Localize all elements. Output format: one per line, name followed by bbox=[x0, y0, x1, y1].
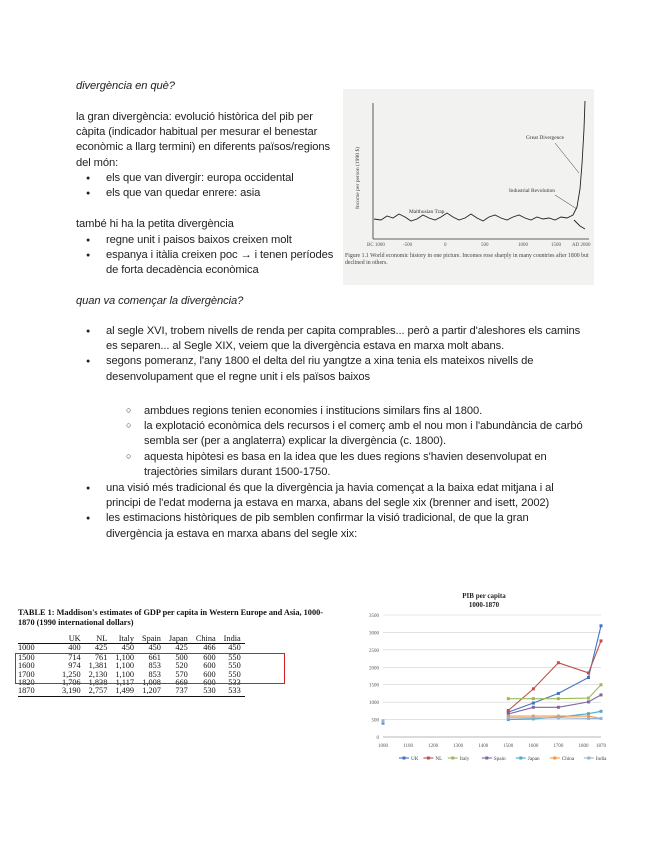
x-tick-label: 1200 bbox=[428, 744, 439, 749]
list-item: ○ aquesta hipòtesi es basa en la idea que les dues regions s'havien desenvolupat en trajectòries similars durant 1500-1750. bbox=[110, 450, 588, 480]
legend-marker bbox=[519, 757, 522, 760]
table-row: 1820 1,706 1,838 1,117 1,008 669 600 533 bbox=[18, 678, 241, 688]
data-point-india-1870 bbox=[600, 717, 603, 720]
data-point-uk-1870 bbox=[600, 624, 603, 627]
x-tick-label: 1600 bbox=[528, 744, 539, 749]
pib-line-chart bbox=[343, 588, 609, 768]
x-tick-label: 1100 bbox=[403, 744, 413, 749]
x-tick-label: 1300 bbox=[453, 744, 464, 749]
x-tick-label: 500 bbox=[481, 243, 489, 248]
data-point-uk-1700 bbox=[557, 692, 560, 695]
data-point-nl-1600 bbox=[532, 687, 535, 690]
lower-line bbox=[574, 220, 585, 229]
table-header-cell: Spain bbox=[142, 634, 161, 643]
data-point-italy-1700 bbox=[557, 697, 560, 700]
legend-label: UK bbox=[411, 756, 419, 762]
x-tick-label: 0 bbox=[444, 243, 447, 248]
list-item: ● regne unit i paisos baixos creixen molt bbox=[76, 233, 344, 248]
list-item: ○ la explotació econòmica dels recursos i el comerç amb el nou mon i l'abundància de carbó sembla ser (per a anglaterra) explicar la divergència (c. 1800). bbox=[110, 419, 588, 449]
great-divergence-figure bbox=[343, 89, 594, 285]
legend-label: Italy bbox=[459, 756, 470, 762]
table-header-cell: UK bbox=[68, 634, 81, 643]
list-item: ● espanya i itàlia creixen poc → i tenen períodes de forta decadència econòmica bbox=[76, 248, 344, 278]
data-point-spain-1700 bbox=[557, 706, 560, 709]
figure-caption: Figure 1.1 World economic history in one picture. Incomes rose sharply in many countries after 1800 but declined in others. bbox=[345, 253, 589, 266]
legend-marker bbox=[427, 757, 430, 760]
y-tick-label: 500 bbox=[371, 718, 379, 724]
list-item: ○ ambdues regions tenien economies i institucions similars fins al 1800. bbox=[110, 404, 588, 419]
x-tick-label: 1500 bbox=[551, 243, 561, 248]
table-row: 1000 400 425 450 450 425 466 450 bbox=[18, 644, 245, 653]
data-point-india-1600 bbox=[532, 716, 535, 719]
pomeranz-sublist bbox=[110, 404, 588, 480]
x-tick-label: 1700 bbox=[553, 744, 564, 749]
x-tick-label: AD 2000 bbox=[572, 243, 591, 248]
table-row: 1870 3,190 2,757 1,499 1,207 737 530 533 bbox=[18, 687, 245, 696]
x-tick-label: 1000 bbox=[378, 744, 388, 749]
data-point-italy-1600 bbox=[532, 697, 535, 700]
data-point-uk-1600 bbox=[532, 702, 535, 705]
data-point-uk-1820 bbox=[587, 676, 590, 679]
list-item: ● les estimacions històriques de pib semblen confirmar la visió tradicional, de que la gran divergència ja estava en marxa abans del segle xix: bbox=[76, 511, 586, 541]
data-point-india-1820 bbox=[587, 717, 590, 720]
table-highlight-box bbox=[15, 653, 285, 684]
chart-subtitle: 1000-1870 bbox=[468, 601, 500, 609]
y-tick-label: 1000 bbox=[369, 701, 379, 707]
when-list bbox=[76, 324, 586, 385]
y-tick-label: 3500 bbox=[369, 614, 379, 619]
data-point-india-1000 bbox=[382, 720, 385, 723]
x-tick-label: 1400 bbox=[478, 744, 489, 749]
table-header-cell: Japan bbox=[168, 634, 188, 643]
data-point-italy-1820 bbox=[587, 697, 590, 700]
table-header-cell: China bbox=[195, 634, 216, 643]
data-point-nl-1820 bbox=[587, 671, 590, 674]
divergence-list bbox=[76, 171, 338, 201]
table-header-cell: India bbox=[223, 634, 241, 643]
pib-chart-container bbox=[343, 588, 609, 768]
y-axis-label: Income per person (1990 $) bbox=[355, 146, 361, 209]
legend-label: China bbox=[561, 756, 575, 762]
y-tick-label: 1500 bbox=[369, 683, 379, 689]
legend-label: NL bbox=[435, 756, 443, 762]
x-tick-label: -500 bbox=[403, 243, 413, 248]
chart-title: PIB per capita bbox=[462, 592, 506, 600]
data-point-nl-1870 bbox=[600, 639, 603, 642]
data-point-spain-1870 bbox=[600, 693, 603, 696]
list-item: ● al segle XVI, trobem nivells de renda per capita comprables... però a partir d'aleshores els camins es separen... al Segle XIX, veiem que la divergència estava en marxa molt abans. bbox=[76, 324, 586, 354]
x-tick-label: 1000 bbox=[518, 243, 528, 248]
x-tick-label: 1870 bbox=[596, 744, 606, 749]
legend-label: Japan bbox=[527, 756, 540, 762]
section-heading-divergence: divergència en què? bbox=[76, 80, 175, 92]
table-header-cell: NL bbox=[96, 634, 108, 643]
legend-label: Spain bbox=[493, 756, 506, 762]
traditional-list bbox=[76, 481, 586, 542]
intro-paragraph: la gran divergència: evolució històrica del pib per càpita (indicador habitual per mesurar el benestar econòmic a llarg termini) en diferents països/regions del món: bbox=[76, 111, 331, 169]
list-item: ● segons pomeranz, l'any 1800 el delta del riu yangtze a xina tenia els mateixos nivells de desenvolupament que el regne unit i els països baixos bbox=[76, 354, 586, 384]
list-item: ● els que van quedar enrere: asia bbox=[76, 186, 338, 201]
legend-marker bbox=[403, 757, 406, 760]
data-point-spain-1600 bbox=[532, 706, 535, 709]
data-point-italy-1500 bbox=[507, 697, 510, 700]
legend-label: India bbox=[595, 756, 607, 762]
y-tick-label: 3000 bbox=[369, 631, 379, 637]
data-point-spain-1820 bbox=[587, 700, 590, 703]
table-header-cell: Italy bbox=[118, 634, 135, 643]
petita-list bbox=[76, 233, 344, 279]
label-great-divergence: Great Divergence bbox=[526, 135, 565, 141]
data-point-japan-1870 bbox=[600, 710, 603, 713]
label-malthusian-trap: Malthusian Trap bbox=[409, 209, 445, 215]
legend-marker bbox=[451, 757, 454, 760]
data-point-india-1500 bbox=[507, 716, 510, 719]
table-caption: TABLE 1: Maddison's estimates of GDP per capita in Western Europe and Asia, 1000-1870 (1990 international dollars) bbox=[18, 608, 324, 627]
x-tick-label: BC 1000 bbox=[367, 243, 385, 248]
legend-marker bbox=[587, 757, 590, 760]
label-industrial-revolution: Industrial Revolution bbox=[509, 188, 555, 194]
table-row: 1500 714 761 1,100 661 500 600 550 bbox=[18, 652, 241, 662]
section-heading-when: quan va començar la divergència? bbox=[76, 295, 244, 307]
legend-marker bbox=[485, 757, 488, 760]
x-tick-label: 1500 bbox=[503, 744, 514, 749]
income-line bbox=[374, 101, 585, 221]
data-point-india-1700 bbox=[557, 716, 560, 719]
y-tick-label: 0 bbox=[376, 736, 379, 741]
x-tick-label: 1800 bbox=[578, 744, 589, 749]
series-line-nl bbox=[508, 641, 601, 711]
data-point-italy-1870 bbox=[600, 683, 603, 686]
data-point-nl-1500 bbox=[507, 709, 510, 712]
y-tick-label: 2000 bbox=[369, 666, 379, 672]
y-tick-label: 2500 bbox=[369, 648, 379, 654]
legend-marker bbox=[553, 757, 556, 760]
data-point-nl-1700 bbox=[557, 661, 560, 664]
petita-divergence-text: també hi ha la petita divergència bbox=[76, 218, 234, 230]
table-row: 1600 974 1,381 1,100 853 520 600 550 bbox=[18, 661, 241, 671]
table-row: 1700 1,250 2,130 1,100 853 570 600 550 bbox=[18, 669, 241, 679]
list-item: ● els que van divergir: europa occidental bbox=[76, 171, 338, 186]
list-item: ● una visió més tradicional és que la divergència ja havia començat a la baixa edat mitjana i al principi de l'edat moderna ja estava en marxa, abans del segle xix (brenner and isett, 2002) bbox=[76, 481, 586, 511]
